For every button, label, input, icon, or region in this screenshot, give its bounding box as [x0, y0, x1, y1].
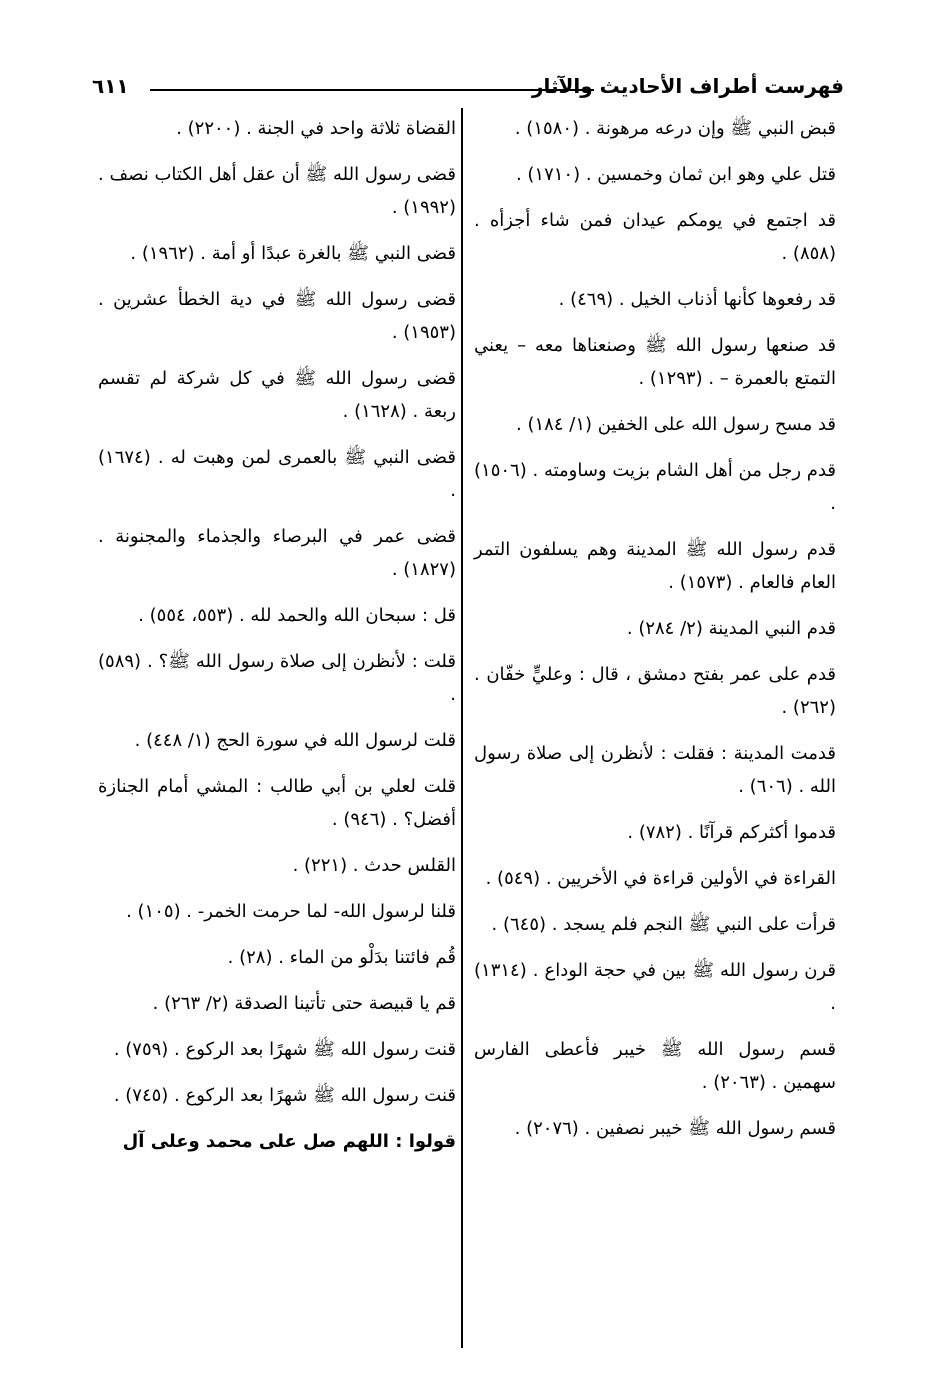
index-entry: قدمت المدينة : فقلت : لأنظرن إلى صلاة رسول الله . (٦٠٦) . [474, 743, 836, 797]
index-entry: القلس حدث . (٢٢١) . [292, 855, 456, 876]
index-entry: قدم رسول الله ﷺ المدينة وهم يسلفون التمر العام فالعام . (١٥٧٣) . [474, 539, 836, 593]
index-entry: قسم رسول الله ﷺ خيبر نصفين . (٢٠٧٦) . [514, 1118, 836, 1139]
index-entry: قدم على عمر بفتح دمشق ، قال : وعليٍّ خفّان . (٢٦٢) . [474, 664, 836, 718]
index-entry: قضى النبي ﷺ بالغرة عبدًا أو أمة . (١٩٦٢) . [130, 243, 456, 264]
index-entry: قُم فائتنا بدَلْو من الماء . (٢٨) . [227, 947, 456, 968]
index-entry: قتل علي وهو ابن ثمان وخمسين . (١٧١٠) . [515, 164, 836, 185]
right-column [474, 112, 836, 1145]
index-entry: القراءة في الأولين قراءة في الأخريين . (٥٤٩) . [485, 868, 836, 889]
index-entry: قد رفعوها كأنها أذناب الخيل . (٤٦٩) . [558, 289, 836, 310]
index-entry: قدم رجل من أهل الشام بزيت وساومته . (١٥٠٦) . [474, 460, 836, 514]
index-entry: قولوا : اللهم صل على محمد وعلى آل [122, 1131, 456, 1152]
index-entry: قبض النبي ﷺ وإن درعه مرهونة . (١٥٨٠) . [514, 118, 836, 139]
index-entry: قل : سبحان الله والحمد لله . (٥٥٣، ٥٥٤) . [138, 605, 456, 626]
column-divider [461, 108, 463, 1348]
index-entry: قلت لرسول الله في سورة الحج (١/ ٤٤٨) . [134, 730, 456, 751]
index-entry: قدم النبي المدينة (٢/ ٢٨٤) . [626, 618, 836, 639]
index-entry: قرأت على النبي ﷺ النجم فلم يسجد . (٦٤٥) . [491, 914, 836, 935]
index-entry: قم يا قبيصة حتى تأتينا الصدقة (٢/ ٢٦٣) . [152, 993, 456, 1014]
index-entry: قلنا لرسول الله- لما حرمت الخمر- . (١٠٥) . [126, 901, 456, 922]
index-entry: قضى النبي ﷺ بالعمرى لمن وهبت له . (١٦٧٤) . [98, 447, 456, 501]
page-header [92, 72, 844, 106]
index-entry: قنت رسول الله ﷺ شهرًا بعد الركوع . (٧٥٩) . [113, 1039, 456, 1060]
index-entry: قلت لعلي بن أبي طالب : المشي أمام الجنازة أفضل؟ . (٩٤٦) . [98, 776, 456, 830]
index-entry: قضى عمر في البرصاء والجذماء والمجنونة . (١٨٢٧) . [98, 526, 456, 580]
index-entry: قرن رسول الله ﷺ بين في حجة الوداع . (١٣١٤) . [474, 960, 836, 1014]
index-entry: قد اجتمع في يومكم عيدان فمن شاء أجزأه . (٨٥٨) . [474, 210, 836, 264]
index-entry: قسم رسول الله ﷺ خيبر فأعطى الفارس سهمين . (٢٠٦٣) . [474, 1039, 836, 1093]
index-entry: قنت رسول الله ﷺ شهرًا بعد الركوع . (٧٤٥) . [113, 1085, 456, 1106]
header-rule [150, 89, 594, 91]
left-column [98, 112, 456, 1158]
index-entry: قضى رسول الله ﷺ أن عقل أهل الكتاب نصف . (١٩٩٢) . [98, 164, 456, 218]
index-entry: قضى رسول الله ﷺ في دية الخطأ عشرين . (١٩٥٣) . [98, 289, 456, 343]
index-entry: قد مسح رسول الله على الخفين (١/ ١٨٤) . [516, 414, 836, 435]
page-title: فهرست أطراف الأحاديث والآثار [531, 74, 844, 98]
index-entry: القضاة ثلاثة واحد في الجنة . (٢٢٠٠) . [176, 118, 456, 139]
index-entry: قضى رسول الله ﷺ في كل شركة لم تقسم ربعة . (١٦٢٨) . [98, 368, 456, 422]
index-entry: قلت : لأنظرن إلى صلاة رسول الله ﷺ؟ . (٥٨٩) . [98, 651, 456, 705]
index-entry: قدموا أكثركم قرآنًا . (٧٨٢) . [627, 822, 836, 843]
page-number: ٦١١ [92, 74, 129, 98]
index-entry: قد صنعها رسول الله ﷺ وصنعناها معه – يعني التمتع بالعمرة – . (١٢٩٣) . [474, 335, 836, 389]
